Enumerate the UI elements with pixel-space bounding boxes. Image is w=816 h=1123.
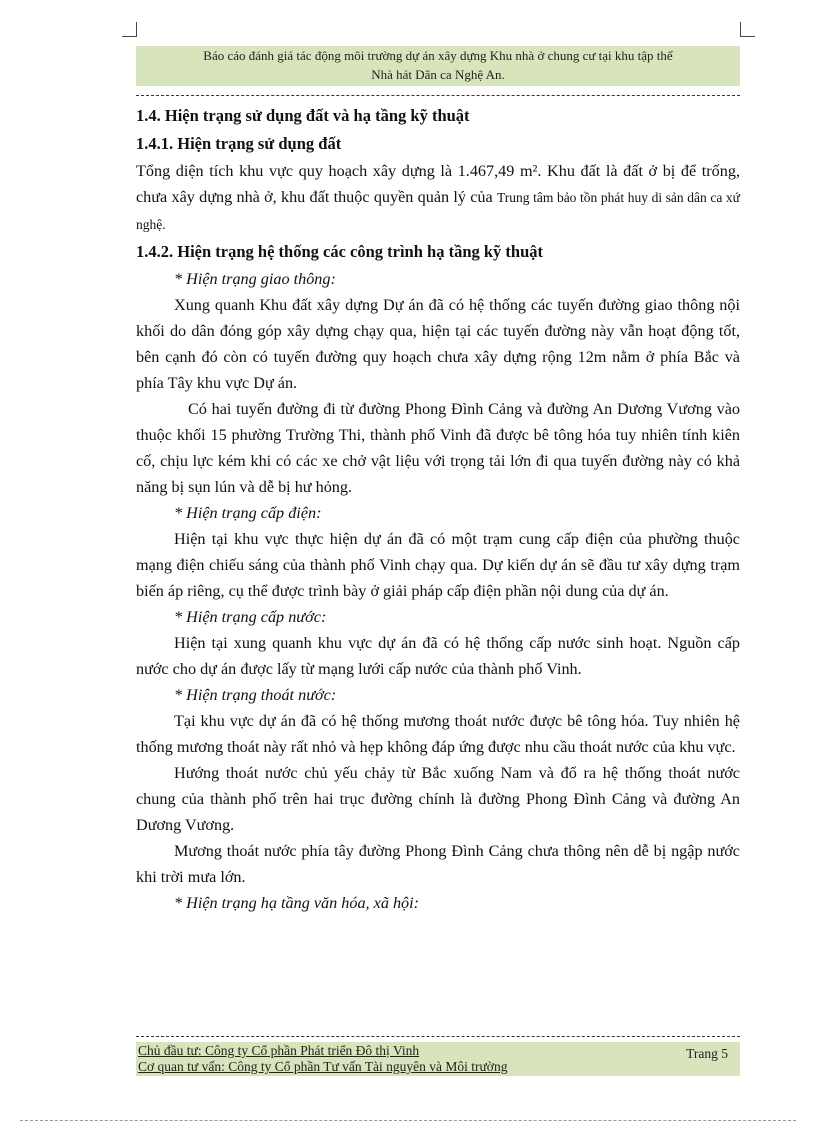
power-paragraph: Hiện tại khu vực thực hiện dự án đã có một trạm cung cấp điện của phường thuộc mạng điện chiếu sáng của thành phố Vinh chạy qua. Dự kiến dự án sẽ đầu tư xây dựng trạm biến áp riêng, cụ thể được trình bày ở giải pháp cấp điện phần nội dung của dự án. xyxy=(136,530,740,600)
page-footer xyxy=(136,1042,740,1076)
water-paragraph: Hiện tại xung quanh khu vực dự án đã có hệ thống cấp nước sinh hoạt. Nguồn cấp nước cho dự án được lấy từ mạng lưới cấp nước của thành phố Vinh. xyxy=(136,634,740,678)
footer-consultant: Cơ quan tư vấn: Công ty Cổ phần Tư vấn Tài nguyên và Môi trường xyxy=(138,1059,508,1074)
culture-heading: * Hiện trạng hạ tầng văn hóa, xã hội: xyxy=(174,894,420,912)
footer-investor: Chủ đầu tư: Công ty Cổ phần Phát triển Đô thị Vinh xyxy=(138,1043,420,1058)
footer-divider xyxy=(136,1036,740,1037)
header-line-1: Báo cáo đánh giá tác động môi trường dự án xây dựng Khu nhà ở chung cư tại khu tập thể xyxy=(203,48,673,63)
land-use-text-small: Trung tâm bảo tồn phát huy di sản dân ca xứ nghệ. xyxy=(136,190,740,232)
traffic-heading: * Hiện trạng giao thông: xyxy=(174,270,336,288)
crop-mark-top-left xyxy=(122,22,137,37)
header-divider xyxy=(136,95,740,96)
drainage-paragraph-3: Mương thoát nước phía tây đường Phong Đình Cảng chưa thông nên dễ bị ngập nước khi trời mưa lớn. xyxy=(136,842,740,886)
crop-mark-top-right xyxy=(740,22,755,37)
land-use-paragraph xyxy=(136,158,740,238)
traffic-paragraph-1: Xung quanh Khu đất xây dựng Dự án đã có hệ thống các tuyến đường giao thông nội khối do dân đóng góp xây dựng chạy qua, hiện tại các tuyến đường này vẫn hoạt động tốt, bên cạnh đó còn có tuyến đường quy hoạch chưa xây dựng rộng 12m nằm ở phía Bắc và phía Tây khu vực Dự án. xyxy=(136,296,740,392)
subsection-title-land-use: 1.4.1. Hiện trạng sử dụng đất xyxy=(136,134,342,153)
traffic-paragraph-2: Có hai tuyến đường đi từ đường Phong Đình Cảng và đường An Dương Vương vào thuộc khối 15 phường Trường Thi, thành phố Vinh đã được bê tông hóa tuy nhiên tính kiên cố, chịu lực kém khi có các xe chở vật liệu với trọng tải lớn đi qua tuyến đường này có khả năng bị sụn lún và dễ bị hư hỏng. xyxy=(136,400,740,496)
page-header xyxy=(136,46,740,86)
header-line-2: Nhà hát Dân ca Nghệ An. xyxy=(371,67,505,82)
page-bottom-edge xyxy=(20,1120,796,1121)
page-number: Trang 5 xyxy=(686,1046,728,1061)
water-heading: * Hiện trạng cấp nước: xyxy=(174,608,327,626)
power-heading: * Hiện trạng cấp điện: xyxy=(174,504,322,522)
drainage-heading: * Hiện trạng thoát nước: xyxy=(174,686,337,704)
subsection-title-infrastructure: 1.4.2. Hiện trạng hệ thống các công trình hạ tầng kỹ thuật xyxy=(136,242,544,261)
drainage-paragraph-1: Tại khu vực dự án đã có hệ thống mương thoát nước được bê tông hóa. Tuy nhiên hệ thống mương thoát này rất nhỏ và hẹp không đáp ứng được nhu cầu thoát nước của khu vực. xyxy=(136,712,740,756)
page-body xyxy=(136,102,740,916)
section-title: 1.4. Hiện trạng sử dụng đất và hạ tầng kỹ thuật xyxy=(136,106,470,125)
drainage-paragraph-2: Hướng thoát nước chủ yếu chảy từ Bắc xuống Nam và đổ ra hệ thống thoát nước chung của thành phố trên hai trục đường chính là đường Phong Đình Cảng và đường An Dương Vương. xyxy=(136,764,740,834)
land-use-text: Tổng diện tích khu vực quy hoạch xây dựng là 1.467,49 m². Khu đất là đất ở bị để trống, chưa xây dựng nhà ở, khu đất thuộc quyền quản lý của xyxy=(136,162,740,206)
